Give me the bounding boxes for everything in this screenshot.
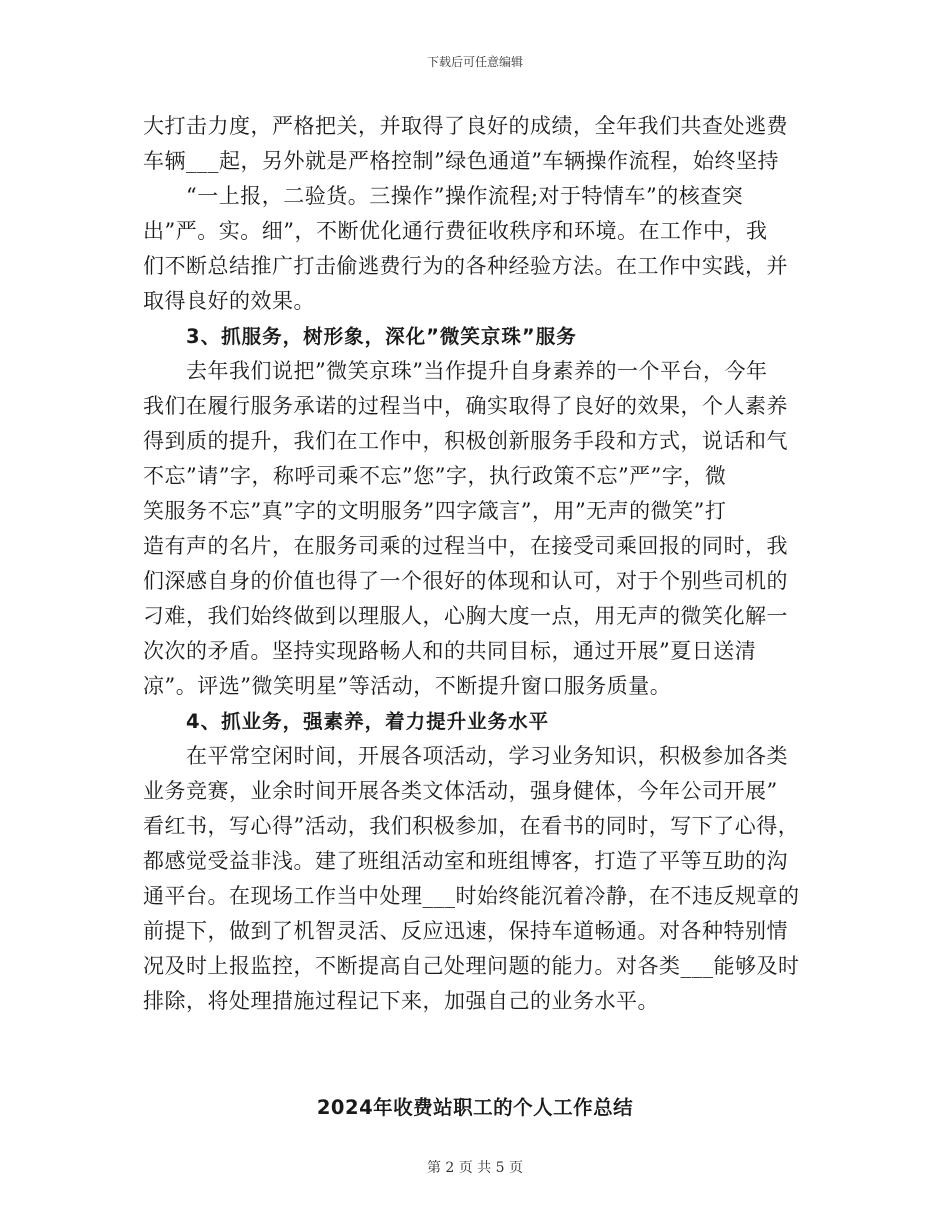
paragraph-line: 车辆___起，另外就是严格控制”绿色通道”车辆操作流程，始终坚持 (143, 149, 779, 173)
paragraph-line: 去年我们说把”微笑京珠”当作提升自身素养的一个平台，今年 (186, 359, 768, 383)
paragraph-line: 在平常空闲时间，开展各项活动，学习业务知识，积极参加各类 (186, 744, 788, 768)
section-heading: 3、抓服务，树形象，深化”微笑京珠”服务 (186, 325, 577, 348)
paragraph-line: 看红书，写心得”活动，我们积极参加，在看书的同时，写下了心得， (143, 814, 800, 838)
paragraph-line: 通平台。在现场工作当中处理___时始终能沉着冷静，在不违反规章的 (143, 884, 800, 908)
paragraph-line: 笑服务不忘”真”字的文明服务”四字箴言”，用”无声的微笑”打 (143, 499, 727, 523)
paragraph-line: 都感觉受益非浅。建了班组活动室和班组博客，打造了平等互助的沟 (143, 849, 788, 873)
paragraph-line: 不忘”请”字，称呼司乘不忘”您”字，执行政策不忘”严”字，微 (143, 464, 727, 488)
paragraph-line: 况及时上报监控，不断提高自己处理问题的能力。对各类___能够及时 (143, 954, 800, 978)
paragraph-line: 们不断总结推广打击偷逃费行为的各种经验方法。在工作中实践，并 (143, 254, 788, 278)
paragraph-line: 次次的矛盾。坚持实现路畅人和的共同目标，通过开展”夏日送清 (143, 639, 757, 663)
paragraph-line: “一上报，二验货。三操作”操作流程;对于特情车”的核查突 (186, 184, 744, 208)
paragraph-line: 前提下，做到了机智灵活、反应迅速，保持车道畅通。对各种特别情 (143, 919, 788, 943)
document-body (143, 109, 808, 1019)
paragraph-line: 凉”。评选”微笑明星”等活动，不断提升窗口服务质量。 (143, 674, 672, 698)
paragraph-line: 刁难，我们始终做到以理服人，心胸大度一点，用无声的微笑化解一 (143, 604, 788, 628)
paragraph-line: 出”严。实。细”，不断优化通行费征收秩序和环境。在工作中，我 (143, 219, 768, 243)
paragraph-line: 取得良好的效果。 (143, 289, 315, 313)
page-number-footer: 第 2 页 共 5 页 (426, 1160, 524, 1176)
header-note: 下载后可任意编辑 (426, 55, 523, 69)
paragraph-line: 们深感自身的价值也得了一个很好的体现和认可，对于个别些司机的 (143, 569, 788, 593)
paragraph-line: 得到质的提升，我们在工作中，积极创新服务手段和方式，说话和气 (143, 429, 788, 453)
next-section-title: 2024年收费站职工的个人工作总结 (316, 1096, 634, 1119)
paragraph-line: 大打击力度，严格把关，并取得了良好的成绩，全年我们共查处逃费 (143, 114, 788, 138)
paragraph-line: 造有声的名片，在服务司乘的过程当中，在接受司乘回报的同时，我 (143, 534, 788, 558)
paragraph-line: 业务竞赛，业余时间开展各类文体活动，强身健体，今年公司开展” (143, 779, 778, 803)
paragraph-line: 我们在履行服务承诺的过程当中，确实取得了良好的效果，个人素养 (143, 394, 788, 418)
paragraph-line: 排除，将处理措施过程记下来，加强自己的业务水平。 (143, 989, 659, 1013)
section-heading: 4、抓业务，强素养，着力提升业务水平 (186, 710, 550, 733)
